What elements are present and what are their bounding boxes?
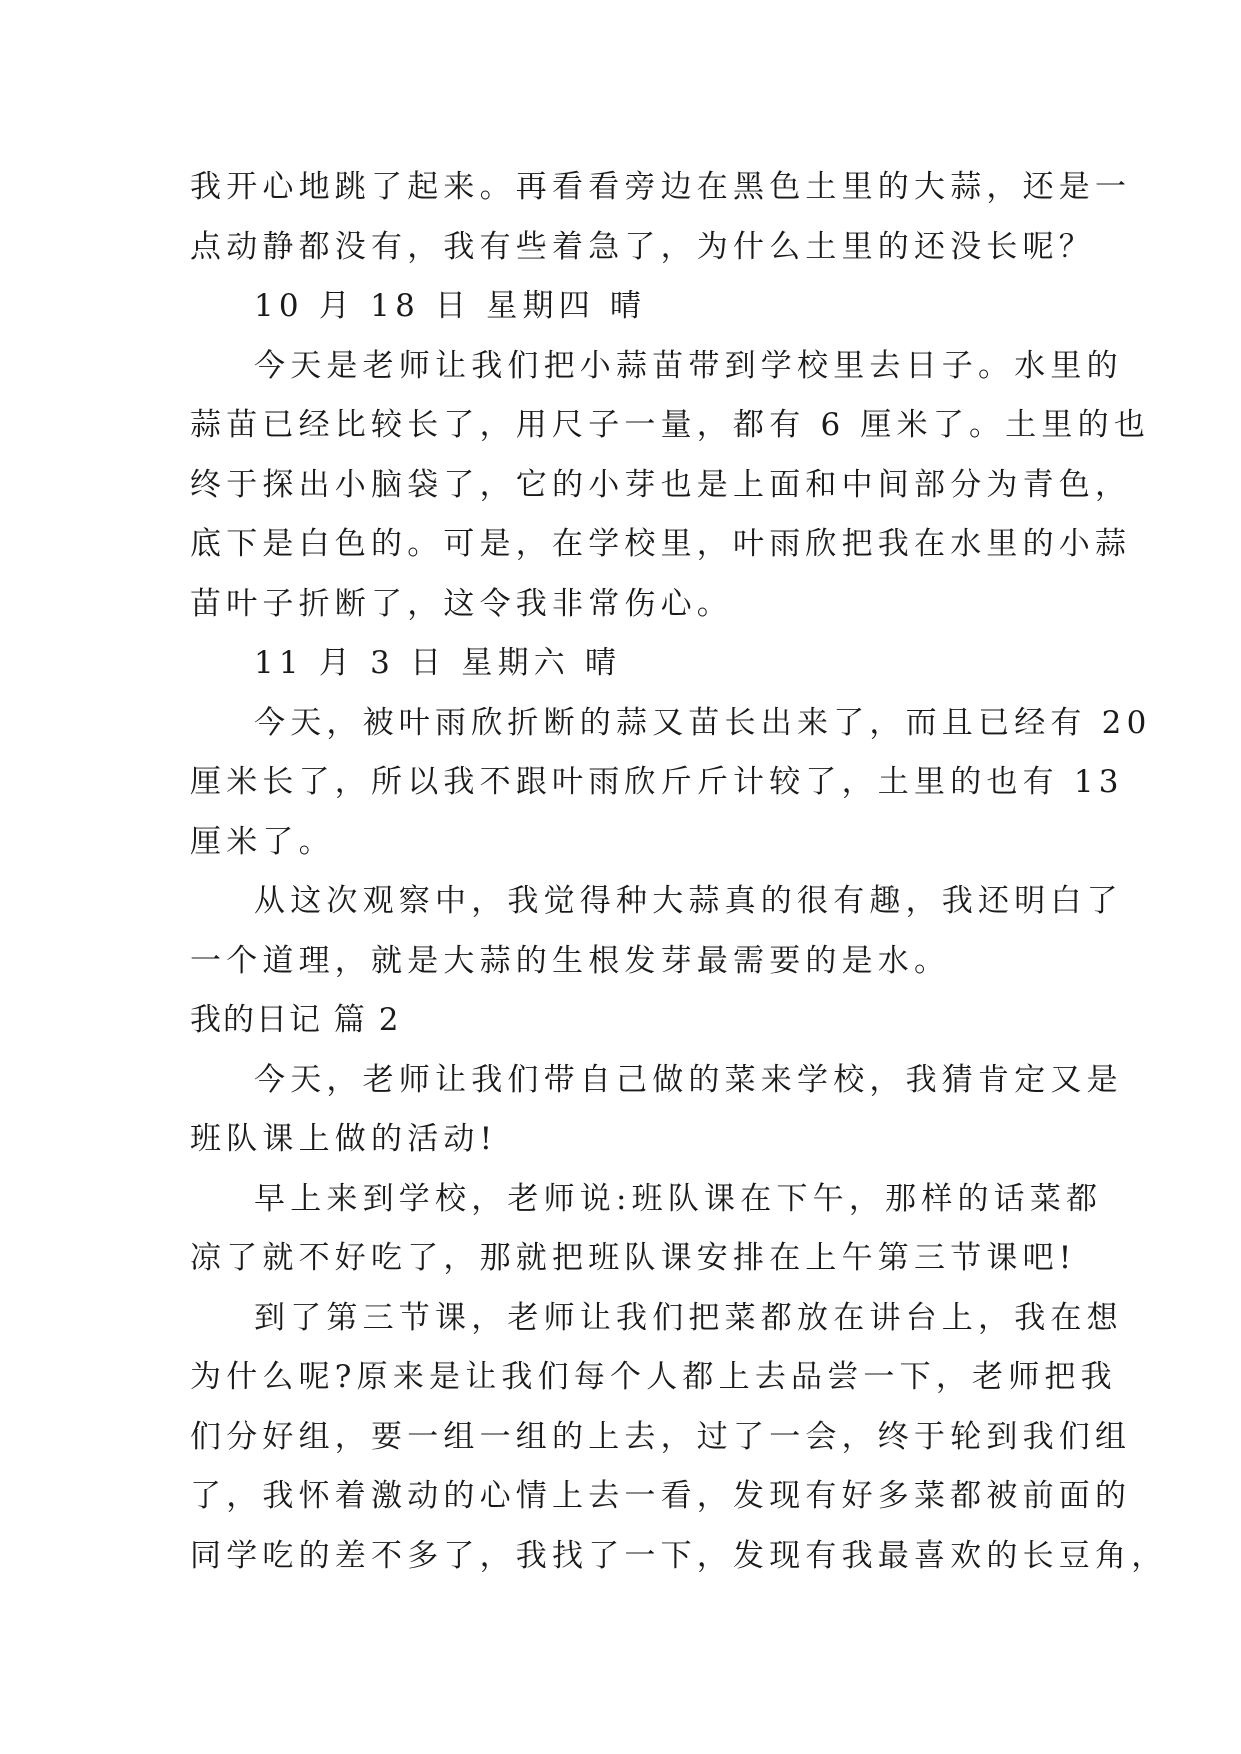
text-line: 们分好组，要一组一组的上去，过了一会，终于轮到我们组 bbox=[190, 1418, 1132, 1455]
text-line: 我开心地跳了起来。再看看旁边在黑色土里的大蒜，还是一 bbox=[190, 169, 1132, 205]
section-title: 我的日记 篇 2 bbox=[190, 1002, 401, 1038]
text-line: 今天，被叶雨欣折断的蒜又苗长出来了，而且已经有 20 bbox=[254, 704, 1152, 741]
text-line: 一个道理，就是大蒜的生根发芽最需要的是水。 bbox=[190, 942, 951, 979]
text-line: 点动静都没有，我有些着急了，为什么土里的还没长呢？ bbox=[190, 228, 1095, 265]
text-line: 同学吃的差不多了，我找了一下，发现有我最喜欢的长豆角， bbox=[190, 1537, 1168, 1574]
document-page bbox=[190, 158, 1168, 1586]
text-line: 终于探出小脑袋了，它的小芽也是上面和中间部分为青色， bbox=[190, 466, 1132, 503]
text-line: 今天是老师让我们把小蒜苗带到学校里去日子。水里的 bbox=[254, 347, 1123, 384]
text-line: 班队课上做的活动! bbox=[190, 1121, 498, 1157]
text-line: 从这次观察中，我觉得种大蒜真的很有趣，我还明白了 bbox=[254, 883, 1123, 919]
text-line: 苗叶子折断了，这令我非常伤心。 bbox=[190, 585, 733, 622]
text-line: 今天，老师让我们带自己做的菜来学校，我猜肯定又是 bbox=[254, 1061, 1123, 1098]
text-line: 凉了就不好吃了，那就把班队课安排在上午第三节课吧! bbox=[190, 1240, 1077, 1276]
diary-date-heading: 11 月 3 日 星期六 晴 bbox=[254, 645, 622, 681]
text-line: 早上来到学校，老师说:班队课在下午，那样的话菜都 bbox=[254, 1180, 1103, 1217]
diary-date-heading: 10 月 18 日 星期四 晴 bbox=[254, 288, 647, 324]
text-line: 了，我怀着激动的心情上去一看，发现有好多菜都被前面的 bbox=[190, 1478, 1132, 1514]
text-line: 为什么呢?原来是让我们每个人都上去品尝一下，老师把我 bbox=[190, 1359, 1117, 1395]
text-line: 到了第三节课，老师让我们把菜都放在讲台上，我在想 bbox=[254, 1299, 1123, 1336]
text-line: 蒜苗已经比较长了，用尺子一量，都有 6 厘米了。土里的也 bbox=[190, 407, 1151, 443]
text-line: 厘米长了，所以我不跟叶雨欣斤斤计较了，土里的也有 13 bbox=[190, 764, 1124, 800]
text-line: 底下是白色的。可是，在学校里，叶雨欣把我在水里的小蒜 bbox=[190, 526, 1132, 562]
text-line: 厘米了。 bbox=[190, 823, 335, 860]
